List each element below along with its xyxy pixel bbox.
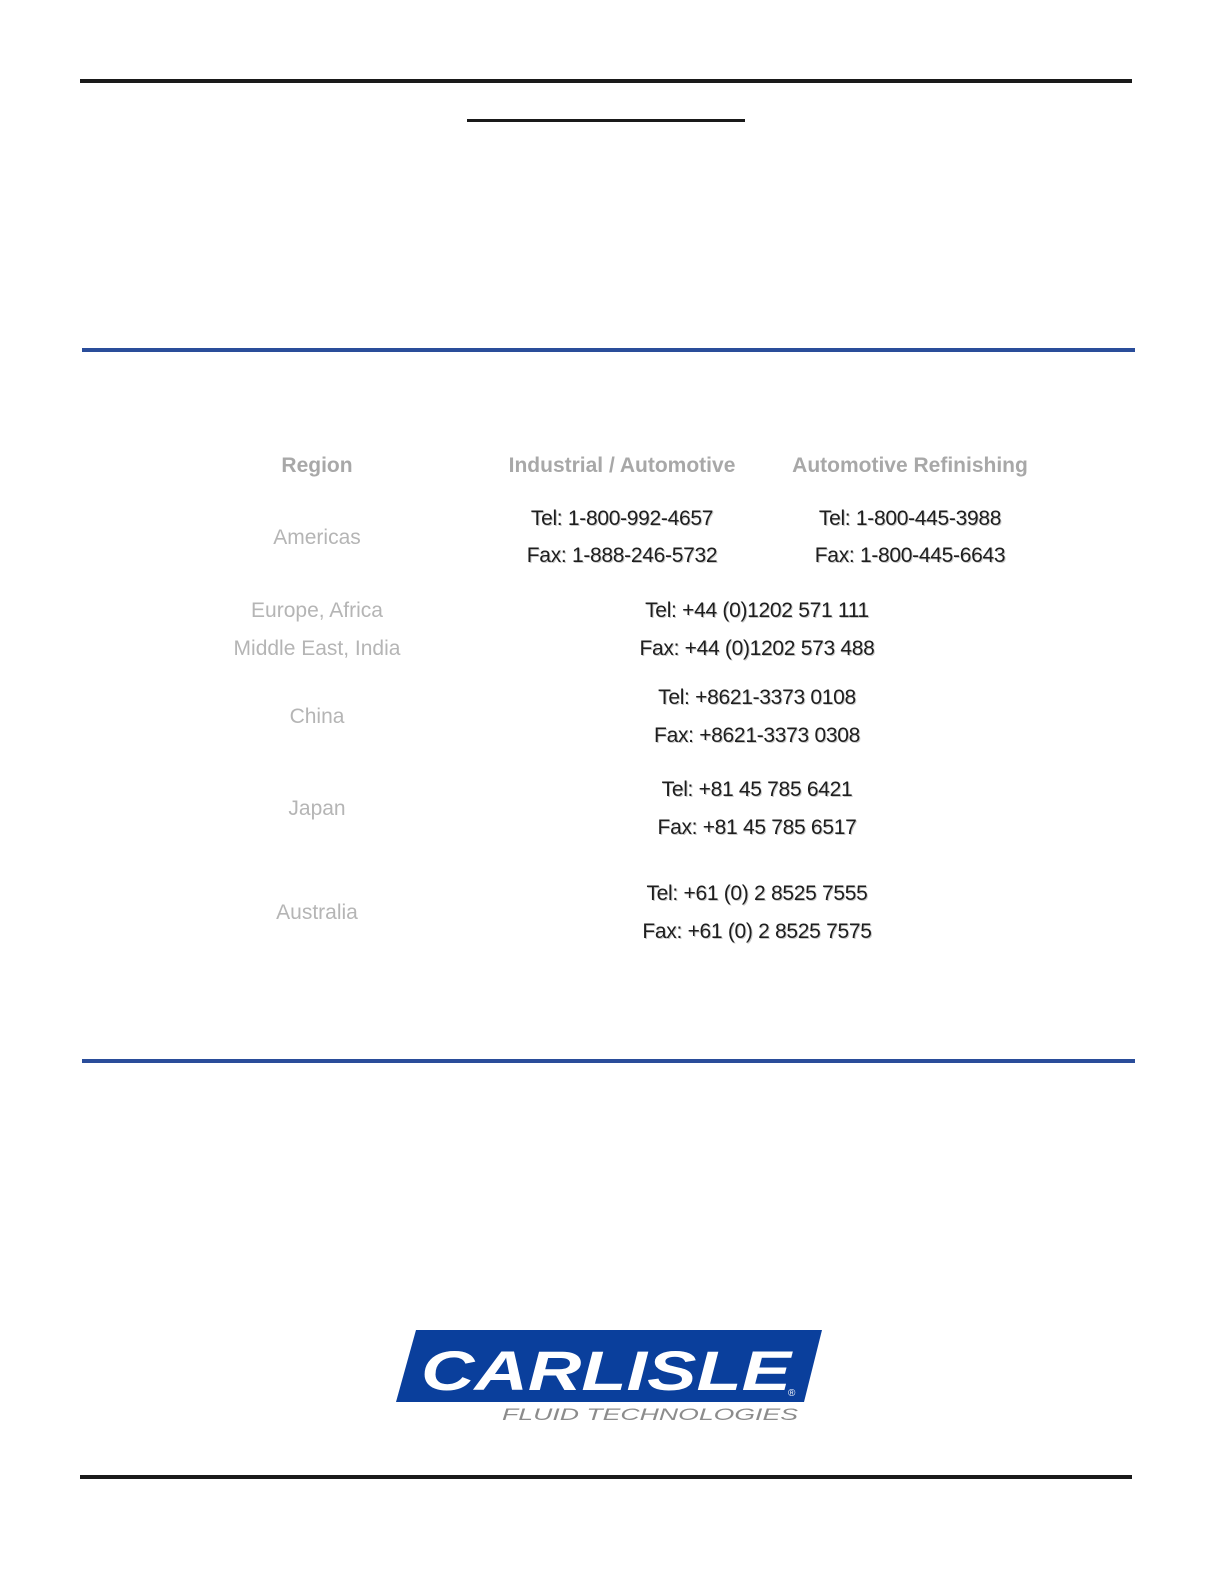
title-underline bbox=[467, 119, 745, 122]
china-fax: Fax: +8621-3373 0308 bbox=[654, 724, 860, 747]
europe-fax: Fax: +44 (0)1202 573 488 bbox=[639, 637, 875, 660]
japan-tel: Tel: +81 45 785 6421 bbox=[661, 778, 853, 801]
region-middle-east-india: Middle East, India bbox=[233, 637, 401, 660]
americas-industrial-tel: Tel: 1-800-992-4657 bbox=[530, 507, 714, 530]
header-region: Region bbox=[281, 454, 353, 477]
region-australia: Australia bbox=[276, 901, 358, 924]
carlisle-logo bbox=[392, 1328, 824, 1424]
americas-refinishing-tel: Tel: 1-800-445-3988 bbox=[818, 507, 1002, 530]
region-americas: Americas bbox=[273, 526, 361, 549]
americas-industrial-fax: Fax: 1-888-246-5732 bbox=[526, 544, 718, 567]
australia-fax: Fax: +61 (0) 2 8525 7575 bbox=[642, 920, 872, 943]
section-divider-bottom bbox=[82, 1059, 1135, 1063]
japan-fax: Fax: +81 45 785 6517 bbox=[657, 816, 857, 839]
region-japan: Japan bbox=[288, 797, 346, 820]
header-automotive-refinishing: Automotive Refinishing bbox=[792, 454, 1028, 477]
logo-brand: CARLISLE bbox=[421, 1339, 794, 1402]
section-divider-top bbox=[82, 348, 1135, 352]
bottom-rule bbox=[80, 1475, 1132, 1479]
header-industrial-automotive: Industrial / Automotive bbox=[508, 454, 736, 477]
china-tel: Tel: +8621-3373 0108 bbox=[658, 686, 856, 709]
top-rule bbox=[80, 79, 1132, 83]
region-europe-africa: Europe, Africa bbox=[251, 599, 383, 622]
logo-registered-mark: ® bbox=[788, 1388, 796, 1399]
americas-refinishing-fax: Fax: 1-800-445-6643 bbox=[814, 544, 1006, 567]
logo-tagline: FLUID TECHNOLOGIES bbox=[502, 1405, 800, 1424]
europe-tel: Tel: +44 (0)1202 571 111 bbox=[645, 599, 869, 622]
australia-tel: Tel: +61 (0) 2 8525 7555 bbox=[646, 882, 868, 905]
region-china: China bbox=[289, 705, 345, 728]
